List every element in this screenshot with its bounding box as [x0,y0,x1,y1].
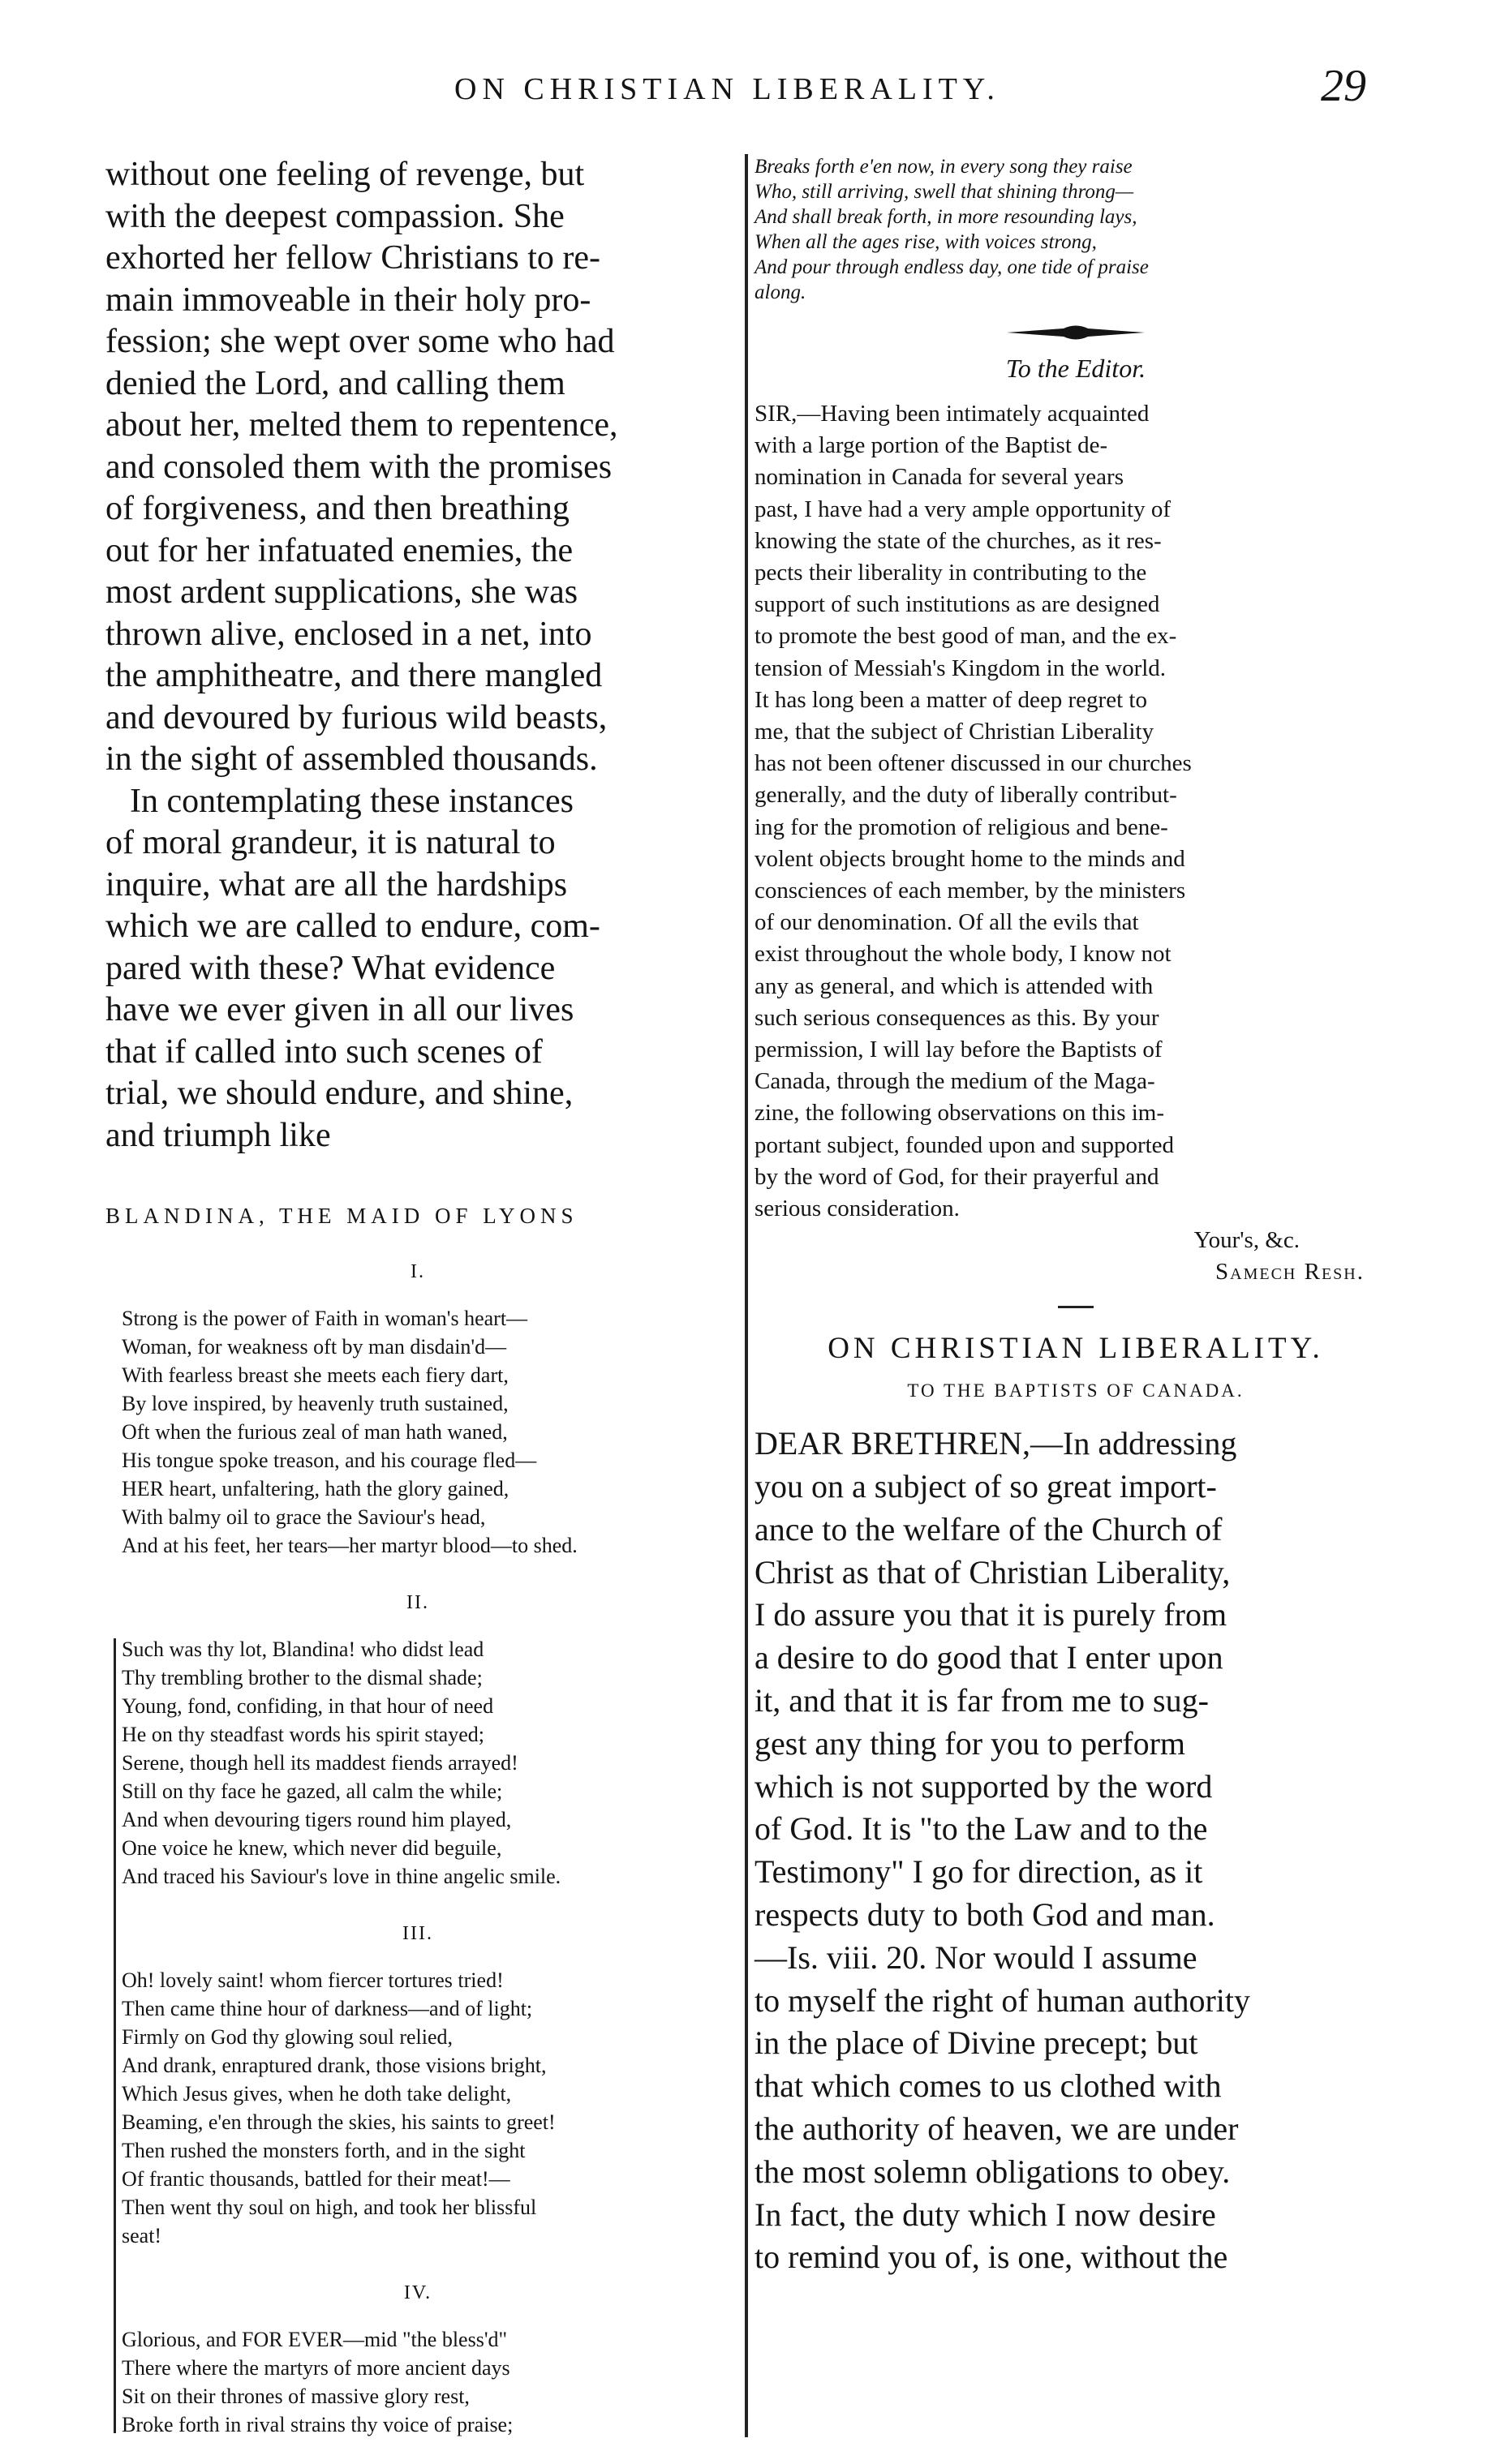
left-column [105,154,730,2441]
stanza-text: Oh! lovely saint! whom fiercer tortures tried! Then came thine hour of darkness—and of light; Firmly on God thy glowing soul relied, And drank, enraptured drank, those visions bright, Which Jesus gives, when he doth take delight, Beaming, e'en through the skies, his saints to greet! Then rushed the monsters forth, and in the sight Of frantic thousands, battled for their meat!— Then went thy soul on high, and took her blissful seat! [122,1968,556,2247]
section-title: ON CHRISTIAN LIBERALITY. [828,1332,1324,1366]
poem-stanza-2 [105,1592,730,1891]
poem-stanza-1 [105,1261,730,1560]
stanza-text: Glorious, and FOR EVER—mid "the bless'd" There where the martyrs of more ancient days Sit on their thrones of massive glory rest, Broke forth in rival strains thy voice of praise; [122,2328,514,2436]
signature: Samech Resh. [1215,1259,1365,1286]
stanza-number: III. [402,1923,433,1944]
stanza-text: Such was thy lot, Blandina! who didst lead Thy trembling brother to the dismal shade; Young, fond, confiding, in that hour of need He on thy steadfast words his spirit stayed; Serene, though hell its maddest fiends arrayed! Still on thy face he gazed, all calm the while; And when devouring tigers round him played, One voice he knew, which never did beguile, And traced his Saviour's love in thine angelic smile. [122,1638,561,1888]
letter-signoff [754,1225,1397,1288]
address-paragraph: DEAR BRETHREN,—In addressing you on a subject of so great import- ance to the welfare of the Church of Christ as that of Christian Liberality, I do assure you that it is purely from a desire to do good that I enter upon it, and that it is far from me to sug- gest any thing for you to perform which is not supported by the word of God. It is "to the Law and to the Testimony" I go for direction, as it respects duty to both God and man. —Is. viii. 20. Nor would I assume to myself the right of human authority in the place of Divine precept; but that which comes to us clothed with the authority of heaven, we are under the most solemn obligations to obey. In fact, the duty which I now desire to remind you of, is one, without the [754,1425,1250,2276]
stanza-number: I. [411,1261,425,1282]
letter-body [754,398,1397,1225]
page-number: 29 [1321,61,1366,111]
martyrdom-paragraph: without one feeling of revenge, but with the deepest compassion. She exhorted her fellow Christians to re- main immoveable in their holy pro- fession; she wept over some who had denied the Lord, and calling them about her, melted them to repentence, and consoled them with the promises of forgiveness, and then breathing out for her infatuated enemies, the most ardent supplications, she was thrown alive, enclosed in a net, into the amphitheatre, and there mangled and devoured by furious wild beasts, in the sight of assembled thousands. [105,156,618,778]
verse-continuation: Breaks forth e'en now, in every song they raise Who, still arriving, swell that shining throng— And shall break forth, in more resounding lays, When all the ages rise, with voices strong, And pour through endless day, one tide of praise along. [754,156,1149,303]
stanza-number: II. [406,1592,429,1613]
letter-paragraph: SIR,—Having been intimately acquainted with a large portion of the Baptist de- nomination in Canada for several years past, I have had a very ample opportunity of knowing the state of the churches, as it res- pects their liberality in contributing to the support of such institutions as are designed to promote the best good of man, and the ex- tension of Messiah's Kingdom in the world. It has long been a matter of deep regret to me, that the subject of Christian Liberality has not been oftener discussed in our churches generally, and the duty of liberally contribut- ing for the promotion of religious and bene- volent objects brought home to the minds and consciences of each member, by the ministers of our denomination. Of all the evils that exist throughout the whole body, I know not any as general, and which is attended with such serious consequences as this. By your permission, I will lay before the Baptists of Canada, through the medium of the Maga- zine, the following observations on this im- portant subject, founded upon and supported by the word of God, for their prayerful and serious consideration. [754,401,1192,1222]
contemplation-paragraph: In contemplating these instances of moral grandeur, it is natural to inquire, what are all the hardships which we are called to endure, com- pared with these? What evidence have we ever given in all our lives that if called into such scenes of trial, we should endure, and shine, and triumph like [105,782,600,1154]
poem-stanza-3 [105,1923,730,2250]
stanza-number: IV. [403,2282,432,2303]
poem-title: BLANDINA, THE MAID OF LYONS [105,1204,578,1228]
short-rule [1058,1306,1094,1308]
poem-stanza-4 [105,2282,730,2439]
ornament-divider [1007,323,1145,342]
left-prose [105,154,730,1157]
stanza-text: Strong is the power of Faith in woman's heart— Woman, for weakness oft by man disdain'd— With fearless breast she meets each fiery dart, By love inspired, by heavenly truth sustained, Oft when the furious zeal of man hath waned, His tongue spoke treason, and his courage fled— HER heart, unfaltering, hath the glory gained, With balmy oil to grace the Saviour's head, And at his feet, her tears—her martyr blood—to shed. [122,1307,578,1557]
column-divider [745,154,748,2437]
page-header [0,61,1509,136]
letter-heading: To the Editor. [1005,354,1146,383]
right-column [754,154,1397,2441]
closing: Your's, &c. [1193,1227,1300,1254]
address-body [754,1423,1397,2279]
section-subtitle: TO THE BAPTISTS OF CANADA. [907,1380,1245,1402]
running-title: ON CHRISTIAN LIBERALITY. [454,72,1000,106]
